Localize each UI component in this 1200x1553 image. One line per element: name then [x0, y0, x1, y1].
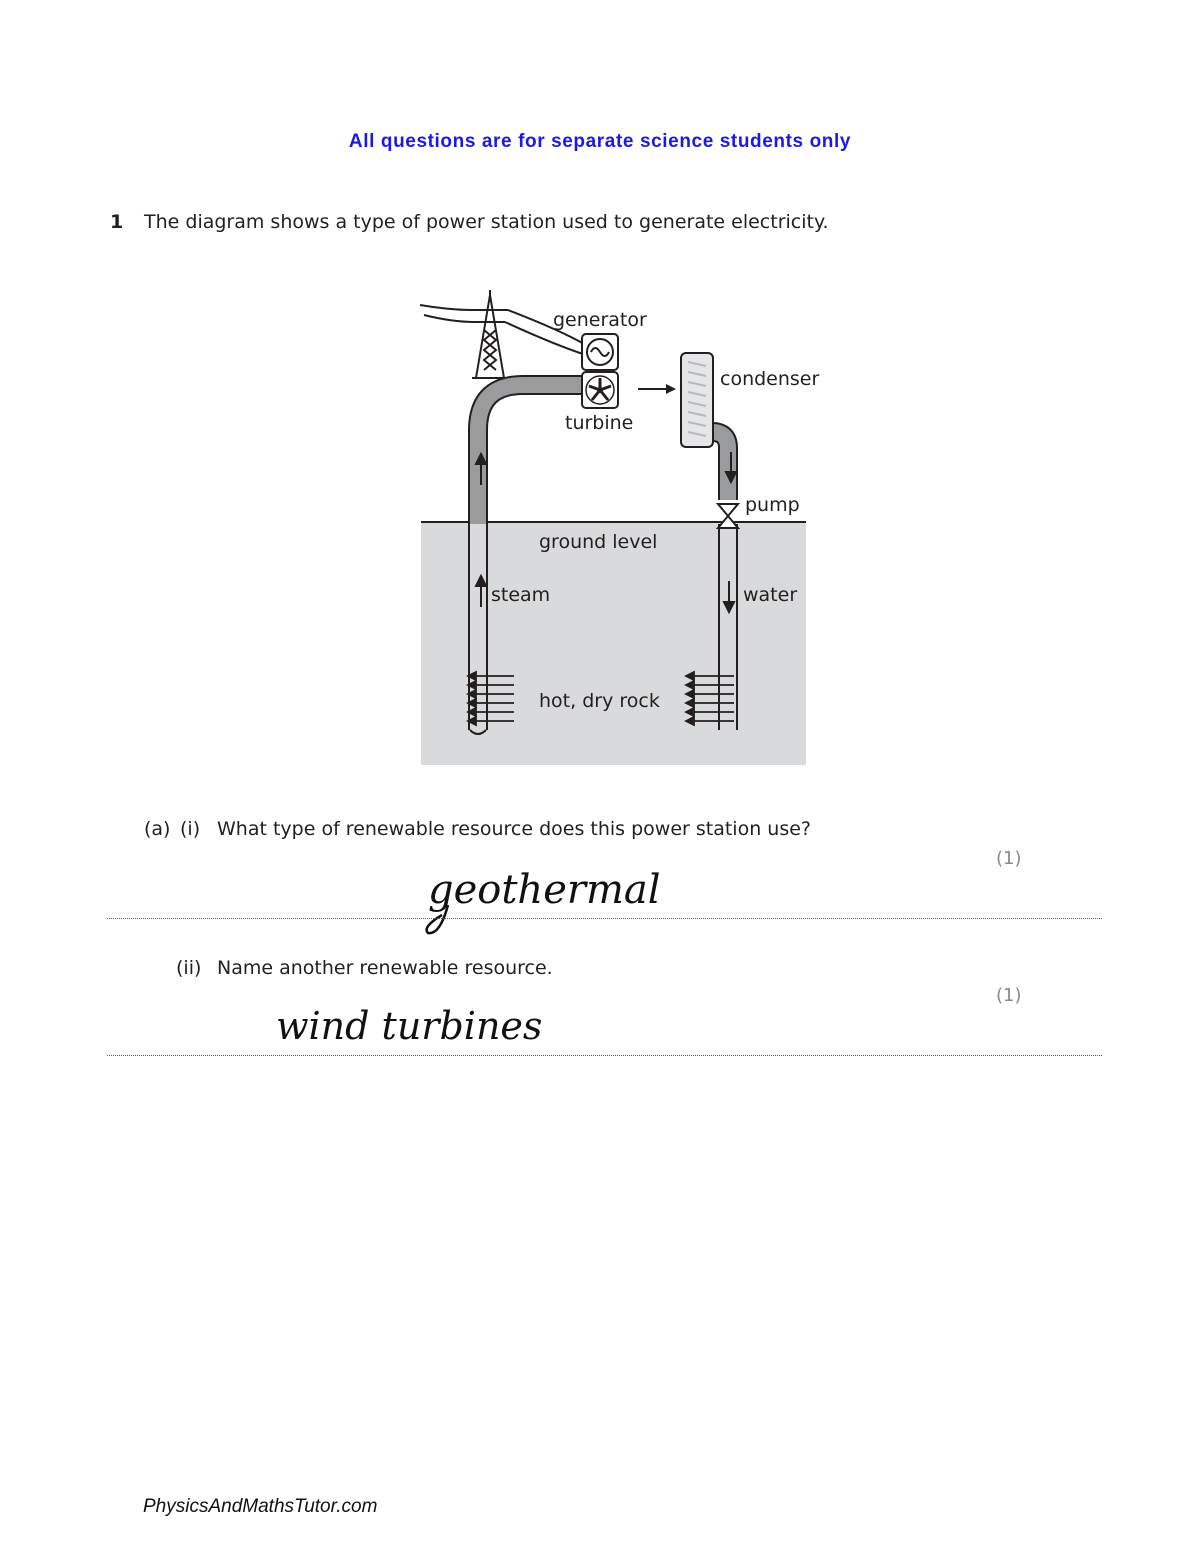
label-hot-dry-rock: hot, dry rock	[539, 690, 660, 712]
part-a-i-question: What type of renewable resource does this power station use?	[217, 818, 812, 840]
turbine-icon	[582, 372, 618, 408]
flow-arrow-right-icon	[638, 384, 676, 394]
answer-a-ii-handwriting	[270, 995, 730, 1055]
question-text: The diagram shows a type of power station used to generate electricity.	[144, 211, 829, 233]
question-number: 1	[110, 211, 124, 233]
condenser-icon	[681, 353, 713, 447]
label-generator: generator	[553, 309, 647, 331]
pump-icon	[718, 504, 738, 528]
answer-a-i-handwriting	[420, 855, 820, 945]
part-a-ii-label: (ii)	[176, 957, 202, 979]
part-a-i-label: (i)	[180, 818, 201, 840]
pylon-icon	[420, 290, 586, 378]
label-pump: pump	[745, 494, 800, 516]
part-a-ii-marks: (1)	[996, 985, 1022, 1006]
label-turbine: turbine	[565, 412, 634, 434]
svg-text:wind turbines: wind turbines	[276, 1004, 543, 1048]
answer-line-a-ii[interactable]	[107, 1055, 1102, 1056]
svg-text:geothermal: geothermal	[428, 867, 661, 913]
section-banner: All questions are for separate science students only	[348, 131, 852, 152]
label-water: water	[743, 584, 798, 606]
label-condenser: condenser	[720, 368, 820, 390]
generator-icon	[582, 334, 618, 370]
part-a-ii-question: Name another renewable resource.	[217, 957, 553, 979]
part-a-label: (a)	[144, 818, 171, 840]
label-ground-level: ground level	[539, 531, 658, 553]
label-steam: steam	[491, 584, 551, 606]
part-a-i-marks: (1)	[996, 848, 1022, 869]
answer-line-a-i[interactable]	[107, 918, 1102, 919]
footer-site-name: PhysicsAndMathsTutor.com	[143, 1496, 378, 1517]
